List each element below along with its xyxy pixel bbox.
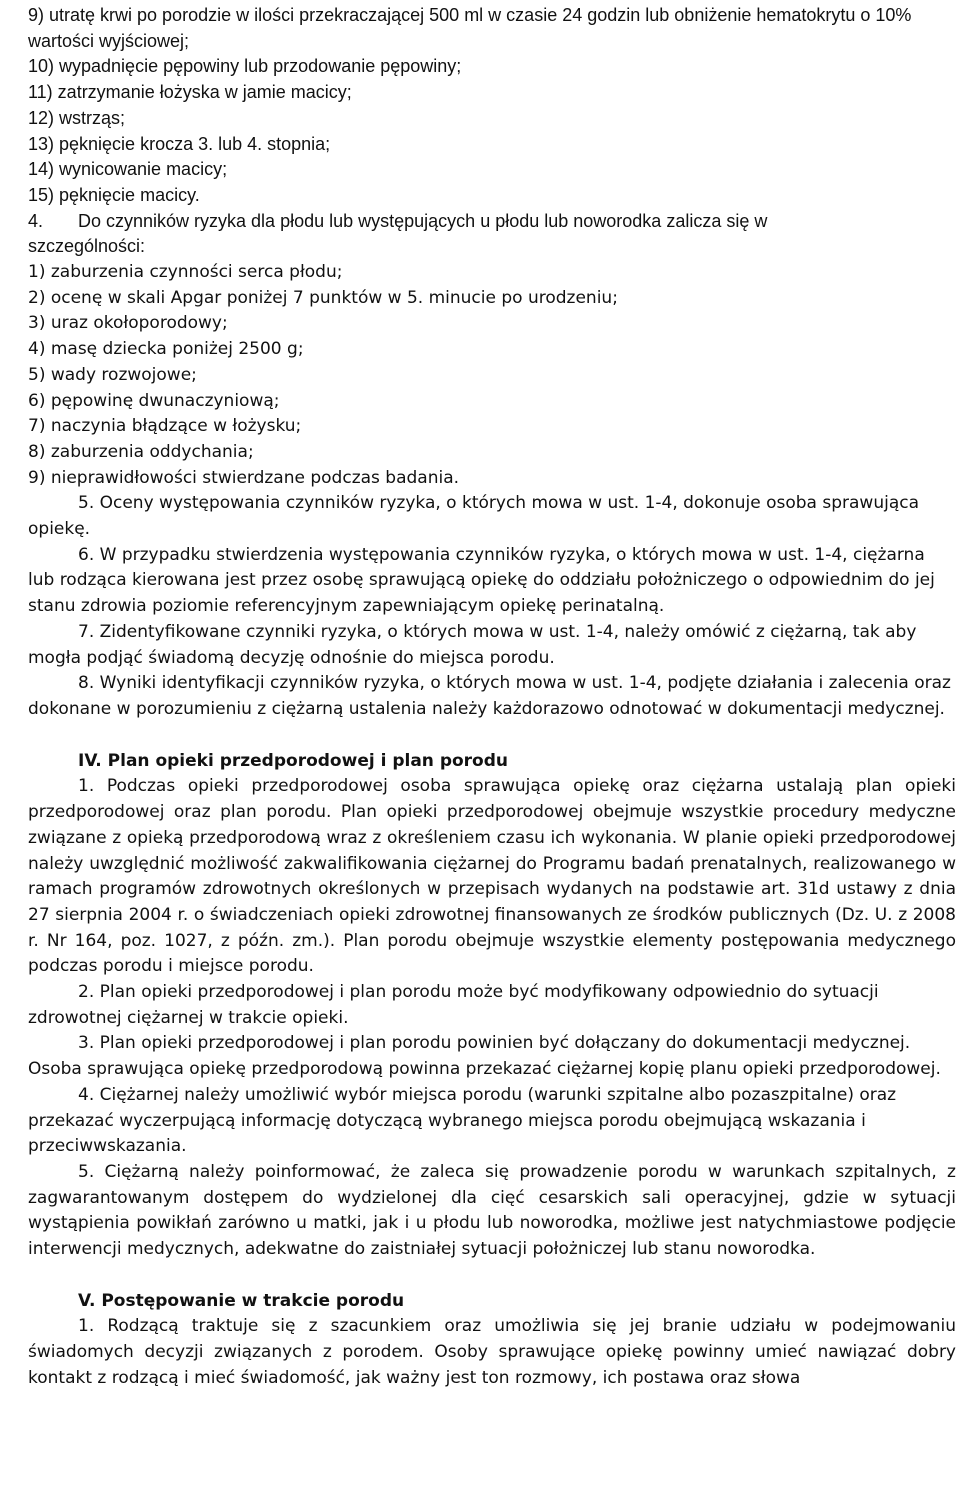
paragraph: 8. Wyniki identyfikacji czynników ryzyka, o których mowa w ust. 1-4, podjęte działania i zalecenia oraz dokonane w porozumieniu z ciężarną ustalenia należy każdorazowo odnotować w dokumentacji medycznej. xyxy=(28,673,951,719)
paragraph: 6. W przypadku stwierdzenia występowania czynników ryzyka, o których mowa w ust. 1-4, ciężarna lub rodząca kierowana jest przez osobę sprawującą opiekę do oddziału położniczego o odpowiednim do jej stanu zdrowia poziomie referencyjnym zapewniającym opiekę perinatalną. xyxy=(28,544,935,617)
paragraph: 1. Podczas opieki przedporodowej osoba sprawująca opiekę oraz ciężarna ustalają plan opieki przedporodowej oraz plan porodu. Plan opieki przedporodowej obejmuje wszystkie procedury medyczne związane z opieką przedporodową wraz z określeniem czasu ich wykonania. W planie opieki przedporodowej należy uwzględnić możliwość zakwalifikowania ciężarnej do Programu badań prenatalnych, realizowanego w ramach programów zdrowotnych określonych w przepisach wydanych na podstawie art. 31d ustawy z dnia 27 sierpnia 2004 r. o świadczeniach opieki zdrowotnej finansowanych ze środków publicznych (Dz. U. z 2008 r. Nr 164, poz. 1027, z późn. zm.). Plan porodu obejmuje wszystkie elementy postępowania medycznego podczas porodu i miejsce porodu. xyxy=(28,776,956,977)
section-v-body xyxy=(28,1314,956,1391)
maternal-risk-list xyxy=(28,3,956,209)
list-item: 8) zaburzenia oddychania; xyxy=(28,441,254,462)
list-item: 1) zaburzenia czynności serca płodu; xyxy=(28,262,343,283)
paragraph-4-lead: 4. xyxy=(28,210,44,231)
section-heading-iv: IV. Plan opieki przedporodowej i plan porodu xyxy=(78,750,509,771)
list-item: 7) naczynia błądzące w łożysku; xyxy=(28,416,302,437)
list-item: 9) utratę krwi po porodzie w ilości przekraczającej 500 ml w czasie 24 godzin lub obniżenie hematokrytu o 10% wartości wyjściowej; xyxy=(28,5,912,51)
paragraph: 1. Rodzącą traktuje się z szacunkiem oraz umożliwia się jej branie udziału w podejmowaniu świadomych decyzji związanych z porodem. Osoby sprawujące opiekę powinny umieć nawiązać dobry kontakt z rodzącą i mieć świadomość, jak ważny jest ton rozmowy, ich postawa oraz słowa xyxy=(28,1316,956,1388)
list-item: 10) wypadnięcie pępowiny lub przodowanie pępowiny; xyxy=(28,56,462,77)
list-item: 3) uraz okołoporodowy; xyxy=(28,313,228,334)
paragraph: 5. Ciężarną należy poinformować, że zaleca się prowadzenie porodu w warunkach szpitalnych, z zagwarantowanym dostępem do wydzielonej dla cięć cesarskich sali operacyjnej, gdzie w sytuacji wystąpienia powikłań zarówno u matki, jak i u płodu lub noworodka, możliwe jest natychmiastowe podjęcie interwencji medycznych, adekwatne do zaistniałej sytuacji położniczej lub stanu noworodka. xyxy=(28,1161,956,1260)
list-item: 13) pęknięcie krocza 3. lub 4. stopnia; xyxy=(28,133,331,154)
list-item: 4) masę dziecka poniżej 2500 g; xyxy=(28,339,304,360)
list-item: 14) wynicowanie macicy; xyxy=(28,159,228,180)
paragraph-4 xyxy=(28,209,956,260)
paragraph: 5. Oceny występowania czynników ryzyka, o których mowa w ust. 1-4, dokonuje osoba sprawująca opiekę. xyxy=(28,493,920,540)
section-iv-body xyxy=(28,774,956,1262)
risk-assessment-paragraphs xyxy=(28,491,956,722)
fetal-risk-list xyxy=(28,260,956,491)
paragraph-4-text: Do czynników ryzyka dla płodu lub występujących u płodu lub noworodka zalicza się w xyxy=(78,210,768,231)
paragraph: 3. Plan opieki przedporodowej i plan porodu powinien być dołączany do dokumentacji medycznej. Osoba sprawująca opiekę przedporodową powinna przekazać ciężarnej kopię planu opieki przedporodowej. xyxy=(28,1033,941,1080)
paragraph-4-continuation: szczególności: xyxy=(28,236,146,257)
paragraph: 2. Plan opieki przedporodowej i plan porodu może być modyfikowany odpowiednio do sytuacji zdrowotnej ciężarnej w trakcie opieki. xyxy=(28,982,879,1028)
list-item: 2) ocenę w skali Apgar poniżej 7 punktów w 5. minucie po urodzeniu; xyxy=(28,287,618,308)
list-item: 5) wady rozwojowe; xyxy=(28,364,197,385)
document-page xyxy=(28,3,956,1392)
paragraph: 7. Zidentyfikowane czynniki ryzyka, o których mowa w ust. 1-4, należy omówić z ciężarną, tak aby mogła podjąć świadomą decyzję odnośnie do miejsca porodu. xyxy=(28,621,917,668)
paragraph: 4. Ciężarnej należy umożliwić wybór miejsca porodu (warunki szpitalne albo pozaszpitalne) oraz przekazać wyczerpującą informację dotyczącą wybranego miejsca porodu obejmującą wskazania i przeciwwskazania. xyxy=(28,1084,897,1157)
list-item: 11) zatrzymanie łożyska w jamie macicy; xyxy=(28,82,352,103)
list-item: 15) pęknięcie macicy. xyxy=(28,184,200,205)
list-item: 12) wstrząs; xyxy=(28,107,126,128)
section-heading-v: V. Postępowanie w trakcie porodu xyxy=(78,1290,405,1311)
list-item: 9) nieprawidłowości stwierdzane podczas badania. xyxy=(28,467,460,488)
list-item: 6) pępowinę dwunaczyniową; xyxy=(28,390,280,411)
